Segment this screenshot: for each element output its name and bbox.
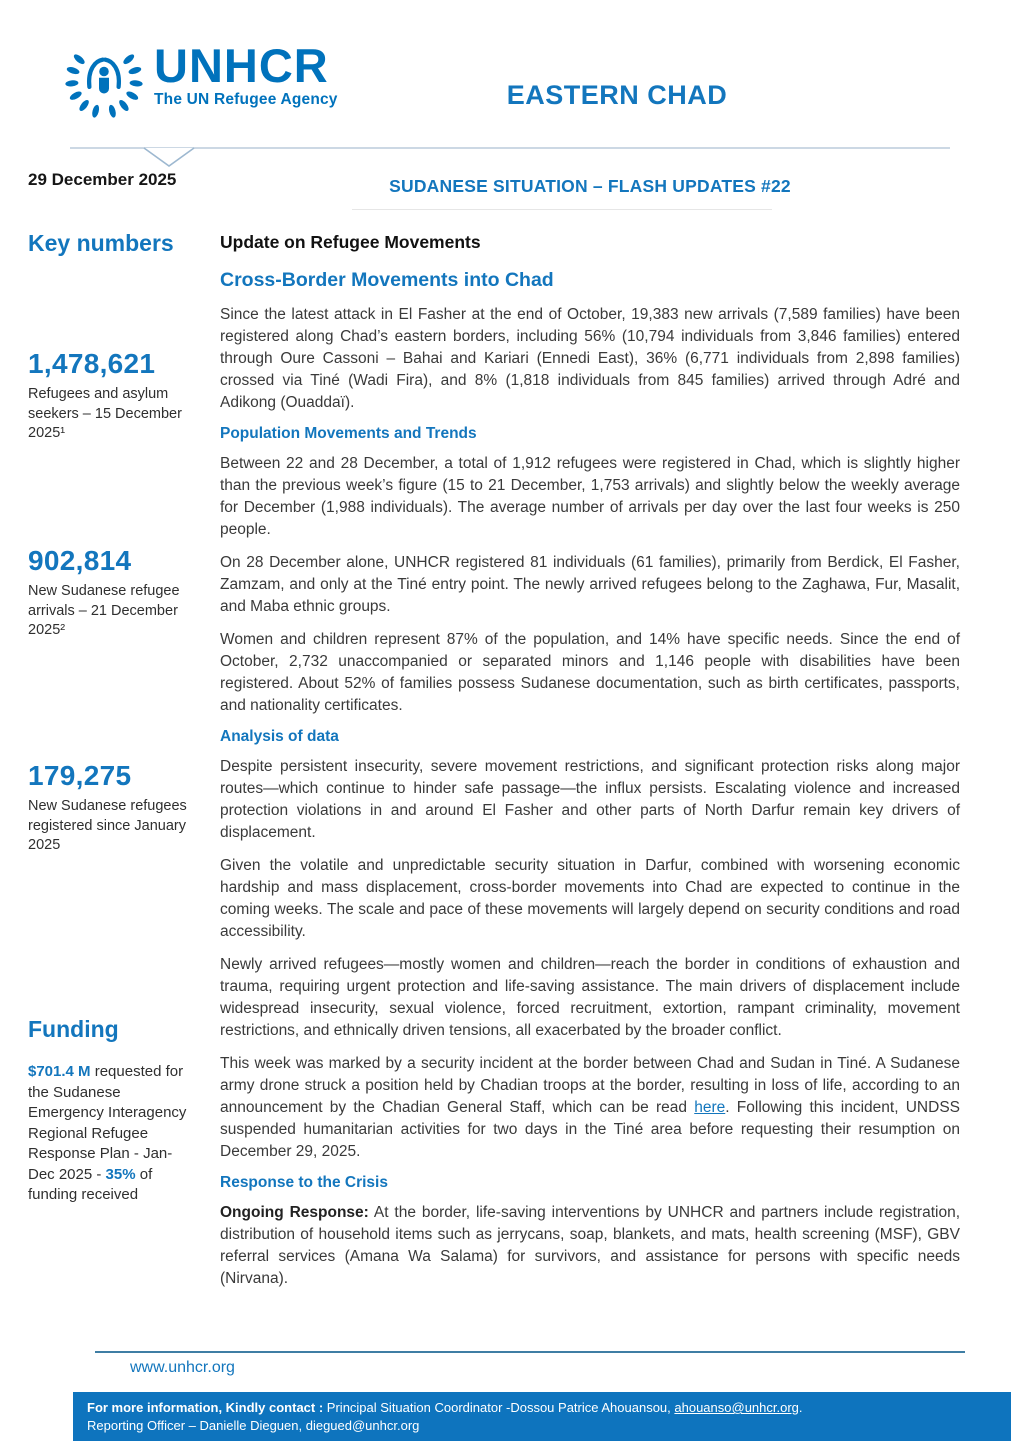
unhcr-website-link[interactable]: www.unhcr.org bbox=[130, 1359, 235, 1376]
paragraph-text: . Following this incident, UNDSS suspended humanitarian activities for two days in the Tiné area before requesting their resumption on December 29, 2025. bbox=[220, 1099, 960, 1160]
main-title: Update on Refugee Movements bbox=[220, 232, 481, 252]
key-numbers-heading: Key numbers bbox=[28, 230, 174, 256]
section-heading-response-to-crisis: Response to the Crisis bbox=[220, 1174, 388, 1191]
stat-refugees-asylum-seekers bbox=[28, 348, 196, 444]
stat-label: Refugees and asylum seekers – 15 December 2025¹ bbox=[28, 386, 182, 441]
paragraph: Despite persistent insecurity, severe movement restrictions, and significant protection risks along major routes—which continue to hinder safe passage—the influx persists. Escalating violence and increased protection violations in and around El Fasher and other parts of North Darfur remain key drivers of displacement. bbox=[220, 758, 960, 841]
paragraph: Since the latest attack in El Fasher at the end of October, 19,383 new arrivals (7,589 families) have been registered along Chad’s eastern borders, including 56% (10,794 individuals from 3,846 families) entered through Oure Cassoni – Bahai and Kariari (Ennedi East), 36% (6,771 individuals from 2,898 families) crossed via Tiné (Wadi Fira), and 8% (1,818 individuals from 845 families) arrived through Adré and Adikong (Ouaddaï). bbox=[220, 306, 960, 411]
contact-label: For more information, Kindly contact : bbox=[87, 1400, 324, 1415]
coordinator-email-link[interactable]: ahouanso@unhcr.org bbox=[674, 1400, 799, 1415]
stat-label: New Sudanese refugee arrivals – 21 December 2025² bbox=[28, 583, 180, 638]
funding-amount: $701.4 M bbox=[28, 1063, 91, 1080]
brand-block bbox=[154, 40, 338, 109]
paragraph-with-link bbox=[220, 1053, 960, 1163]
key-numbers-sidebar bbox=[28, 230, 196, 1330]
contact-line-1 bbox=[87, 1399, 997, 1417]
stat-value: 179,275 bbox=[28, 760, 132, 791]
chevron-down-icon bbox=[143, 147, 195, 169]
contact-footer-bar bbox=[73, 1392, 1011, 1441]
stat-new-arrivals bbox=[28, 545, 196, 641]
here-link[interactable]: here bbox=[694, 1099, 726, 1116]
funding-paragraph bbox=[28, 1062, 196, 1206]
section-heading-cross-border: Cross-Border Movements into Chad bbox=[220, 269, 554, 291]
paragraph: Women and children represent 87% of the population, and 14% have specific needs. Since the end of October, 2,732 unaccompanied or separated minors and 1,146 people with disabilities have been registered. About 52% of families possess Sudanese documentation, such as birth certificates, passports, and nationality certificates. bbox=[220, 631, 960, 714]
section-heading-analysis-of-data: Analysis of data bbox=[220, 728, 339, 745]
brand-tagline: The UN Refugee Agency bbox=[154, 91, 338, 108]
funding-text: requested for the Sudanese Emergency Interagency Regional Refugee Response Plan - Jan- Dec 2025 - bbox=[28, 1063, 187, 1183]
report-date: 29 December 2025 bbox=[28, 170, 177, 189]
stat-registered-since-january bbox=[28, 760, 196, 856]
stat-value: 1,478,621 bbox=[28, 348, 156, 379]
header-divider bbox=[70, 147, 950, 149]
funding-percent: 35% bbox=[105, 1165, 136, 1183]
document-title: SUDANESE SITUATION – FLASH UPDATES #22 bbox=[389, 176, 791, 196]
stat-label: New Sudanese refugees registered since January 2025 bbox=[28, 798, 187, 853]
main-content bbox=[220, 232, 960, 1301]
paragraph-text: At the border, life-saving interventions by UNHCR and partners include registration, distribution of household items such as jerrycans, soap, blankets, and mats, health screening (MSF), GBV referral services (Amana Wa Salama) for survivors, and assistance for persons with specific needs (Nirvana). bbox=[220, 1204, 961, 1287]
contact-text: Principal Situation Coordinator -Dossou Patrice Ahouansou, bbox=[323, 1400, 675, 1415]
paragraph: Between 22 and 28 December, a total of 1,912 refugees were registered in Chad, which is slightly higher than the previous week’s figure (15 to 21 December, 1,753 arrivals) and slightly below the weekly average for December (1,988 individuals). The average number of arrivals per day over the last four weeks is 250 people. bbox=[220, 455, 960, 538]
footer-divider bbox=[95, 1351, 965, 1353]
unhcr-logo bbox=[64, 40, 338, 120]
region-title: EASTERN CHAD bbox=[506, 80, 728, 110]
brand-wordmark: UNHCR bbox=[154, 39, 329, 92]
unhcr-emblem-icon bbox=[64, 40, 144, 120]
paragraph-ongoing-response bbox=[220, 1202, 960, 1290]
funding-heading: Funding bbox=[28, 1016, 119, 1042]
contact-line-2: Reporting Officer – Danielle Dieguen, diegued@unhcr.org bbox=[87, 1417, 420, 1433]
title-underline bbox=[352, 209, 772, 210]
paragraph: Given the volatile and unpredictable security situation in Darfur, combined with worsening economic hardship and mass displacement, cross-border movements into Chad are expected to continue in the coming weeks. The scale and pace of these movements will largely depend on security conditions and road accessibility. bbox=[220, 857, 960, 940]
paragraph-text: This week was marked by a security incident at the border between Chad and Sudan in Tiné. A Sudanese army drone struck a position held by Chadian troops at the border, resulting in loss of life, according to an announcement by the Chadian General Staff, which can be read bbox=[220, 1055, 960, 1116]
stat-value: 902,814 bbox=[28, 545, 132, 576]
paragraph: On 28 December alone, UNHCR registered 81 individuals (61 families), primarily from Berdick, El Fasher, Zamzam, and only at the Tiné entry point. The newly arrived refugees belong to the Zaghawa, Fur, Masalit, and Maba ethnic groups. bbox=[220, 554, 960, 615]
section-heading-population-movements: Population Movements and Trends bbox=[220, 425, 477, 442]
contact-suffix: . bbox=[798, 1400, 803, 1415]
ongoing-response-label: Ongoing Response: bbox=[220, 1204, 369, 1221]
funding-text-tail: of funding received bbox=[28, 1165, 153, 1203]
paragraph: Newly arrived refugees—mostly women and children—reach the border in conditions of exhaustion and trauma, requiring urgent protection and life-saving assistance. The main drivers of displacement include widespread insecurity, sexual violence, forced recruitment, extortion, rampant criminality, movement restrictions, and ethnically driven tensions, all exacerbated by the broader conflict. bbox=[220, 956, 960, 1039]
